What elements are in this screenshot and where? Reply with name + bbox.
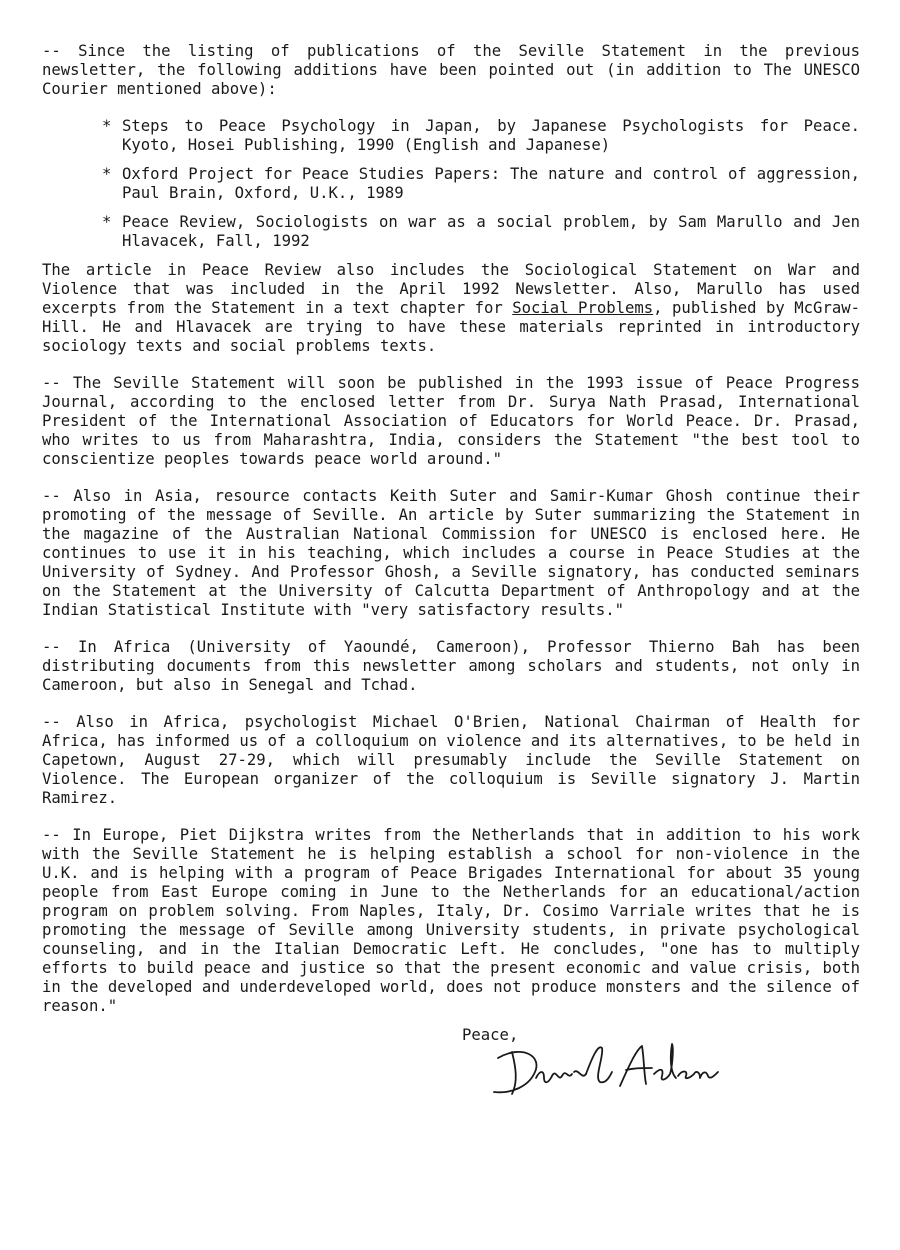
- paragraph-publications-intro: -- Since the listing of publications of the Seville Statement in the previous newsletter, the following additions have been pointed out (in addition to The UNESCO Courier mentioned above):: [42, 42, 860, 98]
- paragraph-peace-review: [42, 261, 860, 356]
- peace-review-text-end: , published by McGraw-Hill. He and Hlavacek are trying to have these materials reprinted in introductory sociology texts and social problems texts.: [42, 299, 860, 355]
- peace-review-text-start: The article in Peace Review also includes the Sociological Statement on War and Violence that was included in the April 1992 Newsletter. Also, Marullo has used excerpts from the Statement in a text chapter for: [42, 261, 860, 317]
- list-item: [102, 117, 860, 155]
- paragraph-peace-progress-journal: -- The Seville Statement will soon be published in the 1993 issue of Peace Progress Journal, according to the enclosed letter from Dr. Surya Nath Prasad, International President of the International Association of Educators for World Peace. Dr. Prasad, who writes to us from Maharashtra, India, considers the Statement "the best tool to conscientize peoples towards peace world around.": [42, 374, 860, 468]
- paragraph-asia: -- Also in Asia, resource contacts Keith Suter and Samir-Kumar Ghosh continue their promoting of the message of Seville. An article by Suter summarizing the Statement in the magazine of the Australian National Commission for UNESCO is enclosed here. He continues to use it in his teaching, which includes a course in Peace Studies at the University of Sydney. And Professor Ghosh, a Seville signatory, has conducted seminars on the Statement at the University of Calcutta Department of Anthropology and at the Indian Statistical Institute with "very satisfactory results.": [42, 487, 860, 619]
- closing-word: Peace,: [462, 1026, 519, 1044]
- paragraph-africa-yaounde: -- In Africa (University of Yaoundé, Cameroon), Professor Thierno Bah has been distributing documents from this newsletter among scholars and students, not only in Cameroon, but also in Senegal and Tchad.: [42, 638, 860, 694]
- closing-block: [462, 1026, 860, 1116]
- paragraph-africa-health: -- Also in Africa, psychologist Michael O'Brien, National Chairman of Health for Africa, has informed us of a colloquium on violence and its alternatives, to be held in Capetown, August 27-29, which will presumably include the Seville Statement on Violence. The European organizer of the colloquium is Seville signatory J. Martin Ramirez.: [42, 713, 860, 807]
- list-item: [102, 165, 860, 203]
- handwritten-signature: [482, 1038, 722, 1102]
- bullet-asterisk: *: [102, 117, 112, 135]
- bullet-asterisk: *: [102, 213, 112, 231]
- paragraph-europe: -- In Europe, Piet Dijkstra writes from the Netherlands that in addition to his work with the Seville Statement he is helping establish a school for non-violence in the U.K. and is helping with a program of Peace Brigades International for about 35 young people from East Europe coming in June to the Netherlands for an educational/action program on problem solving. From Naples, Italy, Dr. Cosimo Varriale writes that he is promoting the message of Seville among University students, in private psychological counseling, and in the Italian Democratic Left. He concludes, "one has to multiply efforts to build peace and justice so that the present economic and value crisis, both in the developed and underdeveloped world, does not produce monsters and the silence of reason.": [42, 826, 860, 1015]
- publications-list: [102, 117, 860, 251]
- publication-entry: Peace Review, Sociologists on war as a social problem, by Sam Marullo and Jen Hlavacek, Fall, 1992: [122, 213, 860, 250]
- book-title-social-problems: Social Problems: [512, 299, 654, 317]
- list-item: [102, 213, 860, 251]
- bullet-asterisk: *: [102, 165, 112, 183]
- publication-entry: Oxford Project for Peace Studies Papers: The nature and control of aggression, Paul Brain, Oxford, U.K., 1989: [122, 165, 860, 202]
- publication-entry: Steps to Peace Psychology in Japan, by Japanese Psychologists for Peace. Kyoto, Hosei Publishing, 1990 (English and Japanese): [122, 117, 860, 154]
